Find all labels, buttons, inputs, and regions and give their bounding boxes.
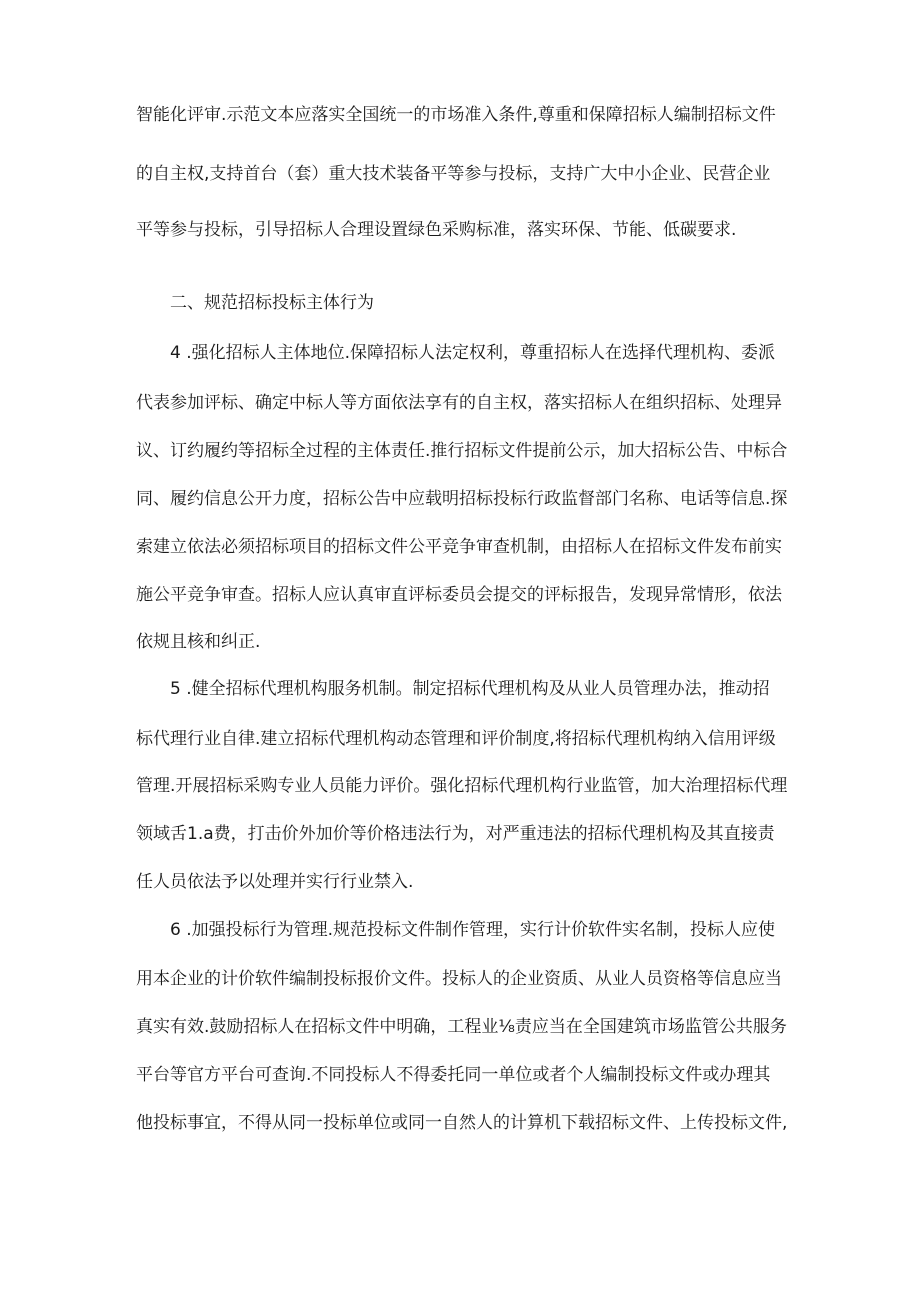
paragraph-line: 平台等官方平台可查询.不同投标人不得委托同一单位或者个人编制投标文件或办理其 [136, 1065, 771, 1085]
paragraph-line: 用本企业的计价软件编制投标报价文件。投标人的企业资质、从业人员资格等信息应当 [136, 969, 782, 989]
paragraph-line: 代表参加评标、确定中标人等方面依法享有的自主权，落实招标人在组织招标、处理异 [136, 393, 782, 413]
paragraph-line: 智能化评审.示范文本应落实全国统一的市场准入条件,尊重和保障招标人编制招标文件 [136, 105, 776, 125]
section-heading: 二、规范招标投标主体行为 [170, 293, 374, 313]
paragraph-line: 4 .强化招标人主体地位.保障招标人法定权利，尊重招标人在选择代理机构、委派 [170, 343, 776, 363]
paragraph-line: 施公平竞争审查。招标人应认真审直评标委员会提交的评标报告，发现异常情形，依法 [136, 585, 782, 605]
paragraph-line: 管理.开展招标采购专业人员能力评价。强化招标代理机构行业监管，加大治理招标代理 [136, 776, 788, 796]
paragraph-line: 他投标事宜，不得从同一投标单位或同一自然人的计算机下载招标文件、上传投标文件, [136, 1113, 788, 1133]
paragraph-line: 真实有效.鼓励招标人在招标文件中明确，工程业⅛责应当在全国建筑市场监管公共服务 [136, 1017, 787, 1037]
paragraph-line: 5 .健全招标代理机构服务机制。制定招标代理机构及从业人员管理办法，推动招 [170, 679, 770, 699]
paragraph-line: 同、履约信息公开力度，招标公告中应载明招标投标行政监督部门名称、电话等信息.探 [136, 489, 788, 509]
paragraph-line: 标代理行业自律.建立招标代理机构动态管理和评价制度,将招标代理机构纳入信用评级 [136, 729, 776, 749]
paragraph-line: 依规且核和纠正. [136, 632, 261, 652]
paragraph-line: 的自主权,支持首台（套）重大技术装备平等参与投标，支持广大中小企业、民营企业 [136, 164, 771, 184]
paragraph-line: 领域舌1.a费，打击价外加价等价格违法行为，对严重违法的招标代理机构及其直接责 [136, 824, 775, 844]
paragraph-line: 6 .加强投标行为管理.规范投标文件制作管理，实行计价软件实名制，投标人应使 [170, 920, 776, 940]
paragraph-line: 议、订约履约等招标全过程的主体责任.推行招标文件提前公示，加大招标公告、中标合 [136, 441, 788, 461]
paragraph-line: 平等参与投标，引导招标人合理设置绿色采购标准，落实环保、节能、低碳要求. [136, 220, 737, 240]
paragraph-line: 任人员依法予以处理并实行行业禁入. [136, 872, 414, 892]
paragraph-line: 索建立依法必须招标项目的招标文件公平竞争审查机制，由招标人在招标文件发布前实 [136, 537, 782, 557]
